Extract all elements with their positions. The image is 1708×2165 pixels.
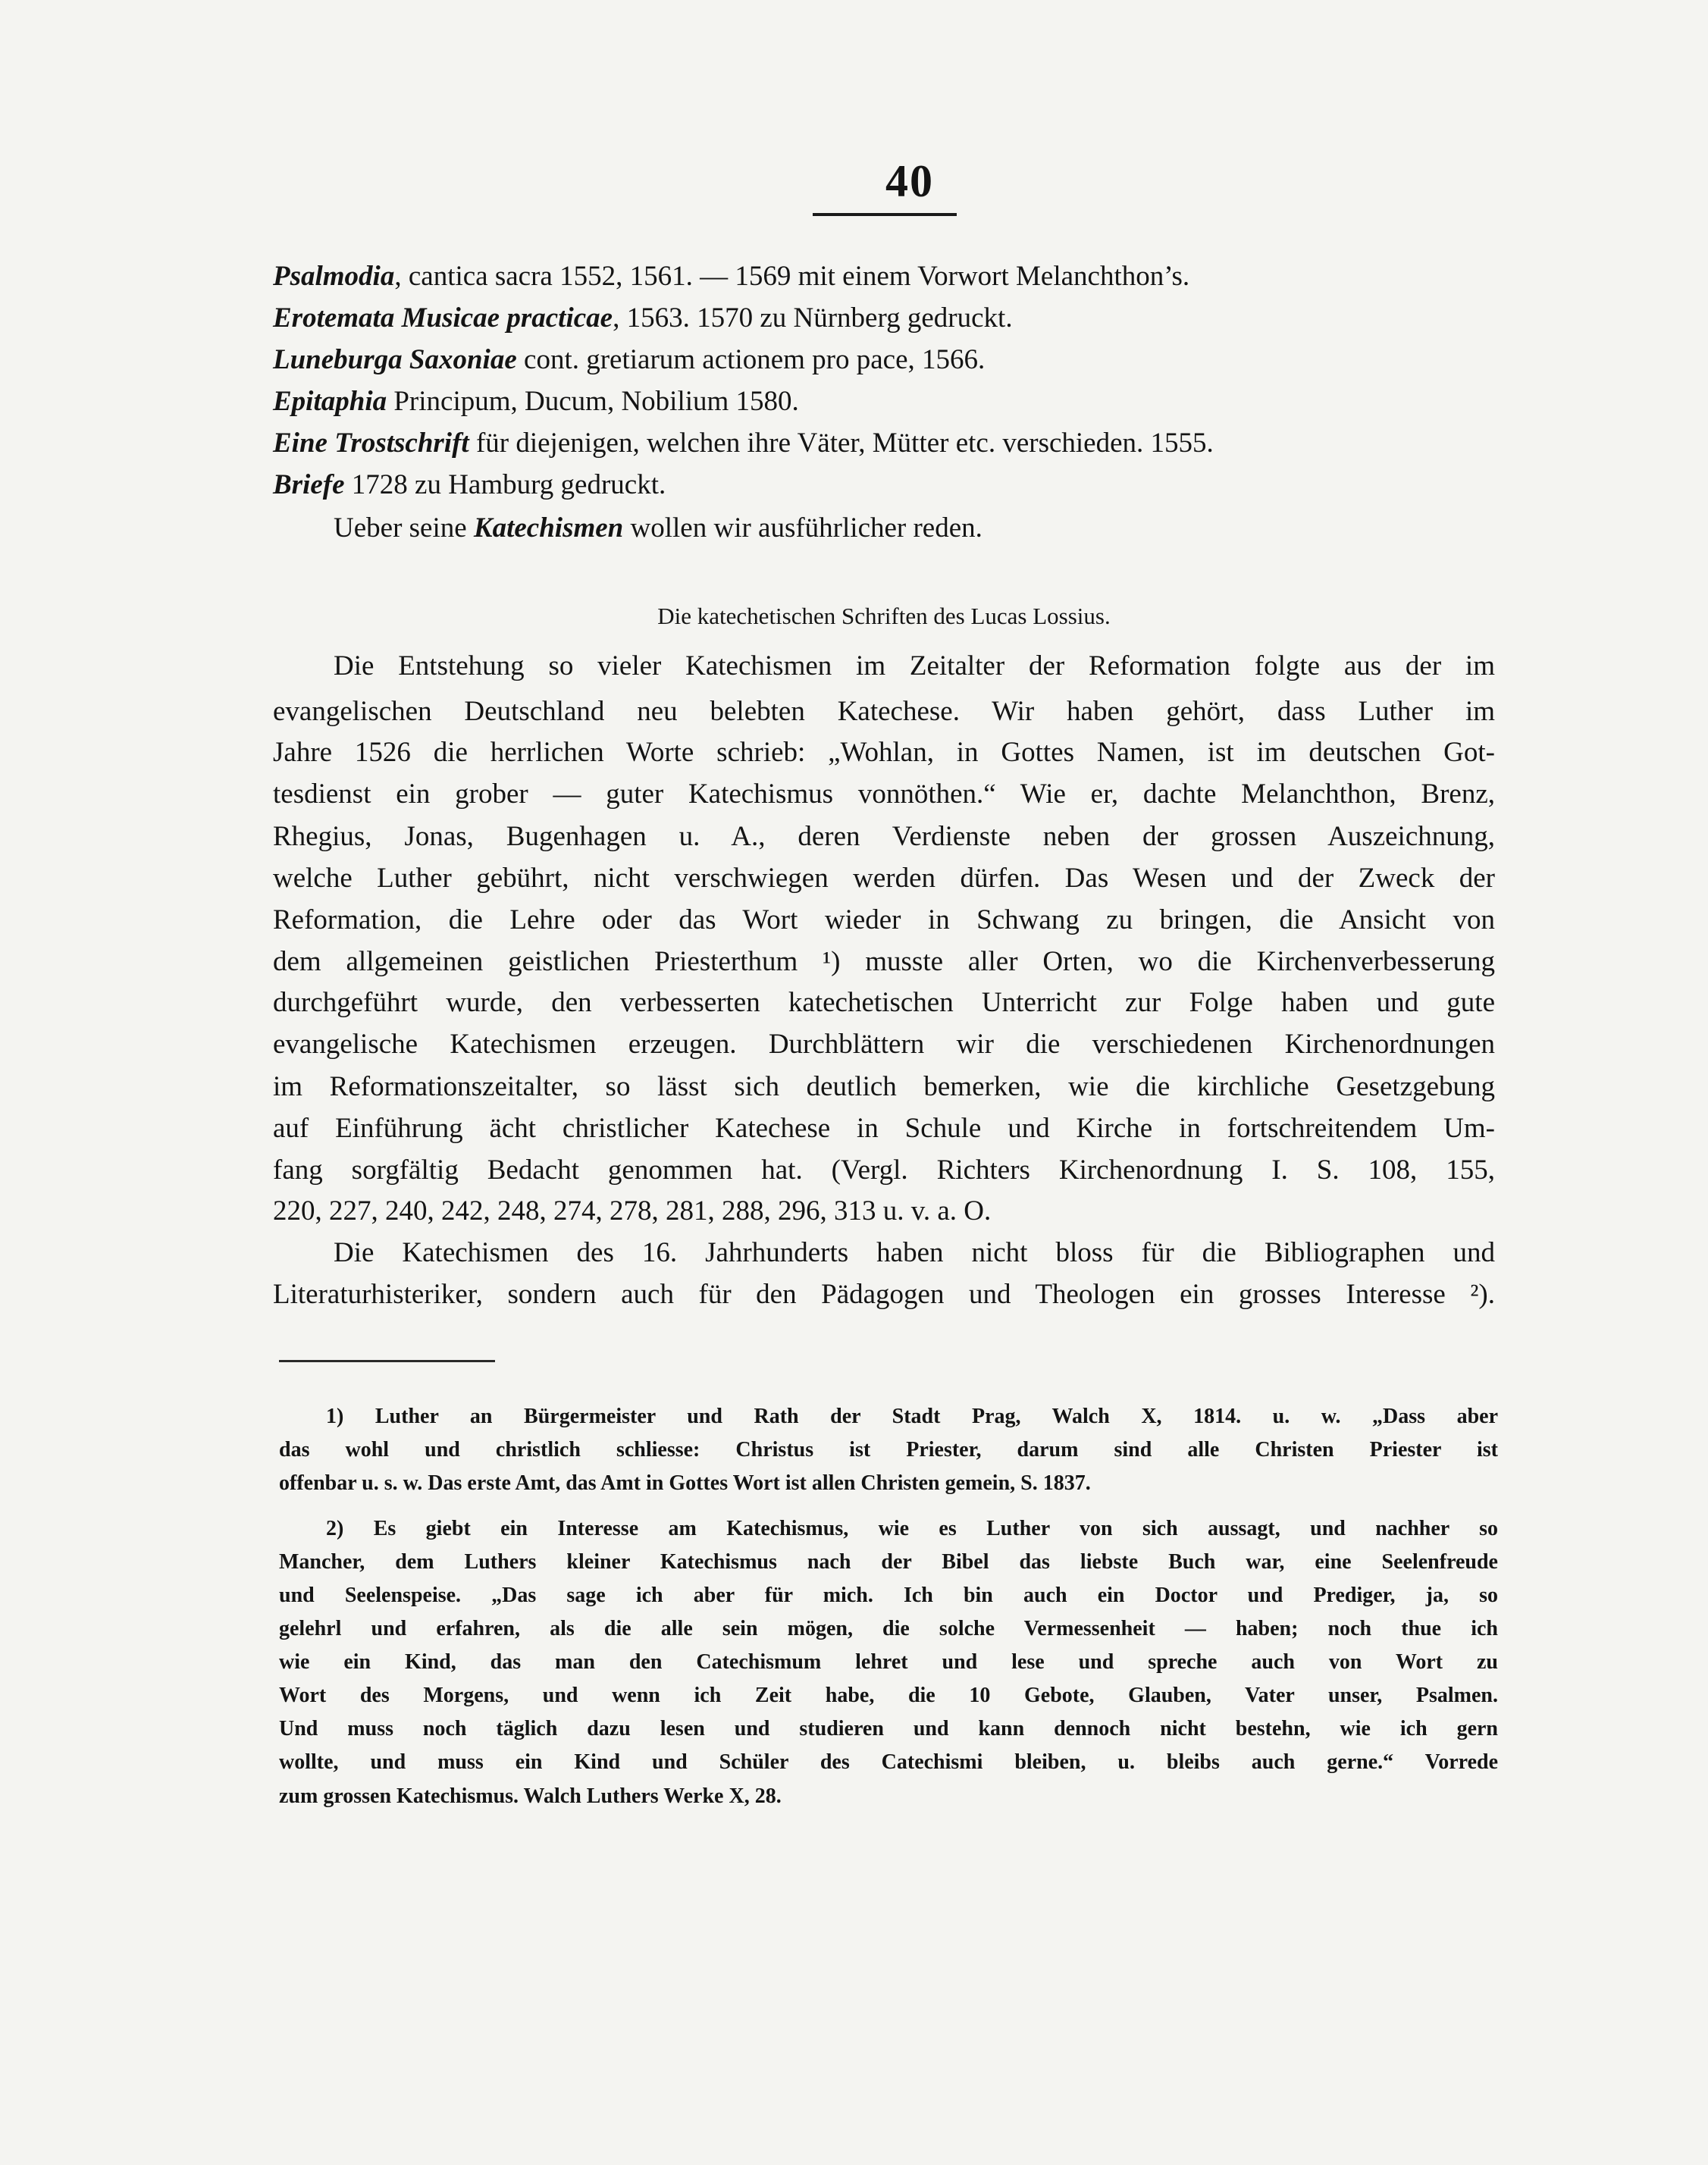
footnote-line: 2) Es giebt ein Interesse am Katechismus, wie es Luther von sich aussagt, und nachher so bbox=[326, 1517, 1498, 1540]
body-line: Reformation, die Lehre oder das Wort wieder in Schwang zu bringen, die Ansicht von bbox=[273, 904, 1495, 935]
footnote-rule bbox=[279, 1360, 495, 1362]
body-line: durchgeführt wurde, den verbesserten katechetischen Unterricht zur Folge haben und gute bbox=[273, 987, 1495, 1018]
footnote-line: das wohl und christlich schliesse: Christus ist Priester, darum sind alle Christen Priester ist bbox=[279, 1438, 1498, 1462]
footnote-line: und Seelenspeise. „Das sage ich aber für mich. Ich bin auch ein Doctor und Prediger, ja, so bbox=[279, 1584, 1498, 1607]
page-number-rule bbox=[813, 213, 957, 216]
body-line: Literaturhisteriker, sondern auch für den Pädagogen und Theologen ein grosses Interesse ²). bbox=[273, 1279, 1495, 1310]
body-line: fang sorgfältig Bedacht genommen hat. (Vergl. Richters Kirchenordnung I. S. 108, 155, bbox=[273, 1155, 1495, 1186]
bibliography-entry: Eine Trostschrift für diejenigen, welchen ihre Väter, Mütter etc. verschieden. 1555. bbox=[273, 428, 1214, 459]
body-line: im Reformationszeitalter, so lässt sich deutlich bemerken, wie die kirchliche Gesetzgebung bbox=[273, 1071, 1495, 1102]
body-line: Die Entstehung so vieler Katechismen im Zeitalter der Reformation folgte aus der im bbox=[334, 650, 1495, 681]
footnote-line: 1) Luther an Bürgermeister und Rath der Stadt Prag, Walch X, 1814. u. w. „Dass aber bbox=[326, 1405, 1498, 1428]
footnote-line: offenbar u. s. w. Das erste Amt, das Amt in Gottes Wort ist allen Christen gemein, S. 1837. bbox=[279, 1471, 1091, 1495]
body-line: auf Einführung ächt christlicher Katechese in Schule und Kirche in fortschreitendem Um- bbox=[273, 1113, 1495, 1144]
body-line: 220, 227, 240, 242, 248, 274, 278, 281, 288, 296, 313 u. v. a. O. bbox=[273, 1195, 992, 1227]
footnote-line: gelehrl und erfahren, als die alle sein mögen, die solche Vermessenheit — haben; noch thue ich bbox=[279, 1617, 1498, 1640]
body-line: dem allgemeinen geistlichen Priesterthum ¹) musste aller Orten, wo die Kirchenverbesserung bbox=[273, 946, 1495, 977]
body-line: evangelische Katechismen erzeugen. Durchblättern wir die verschiedenen Kirchenordnungen bbox=[273, 1029, 1495, 1060]
body-line: Die Katechismen des 16. Jahrhunderts haben nicht bloss für die Bibliographen und bbox=[334, 1237, 1495, 1268]
body-line: tesdienst ein grober — guter Katechismus vonnöthen.“ Wie er, dachte Melanchthon, Brenz, bbox=[273, 779, 1495, 810]
footnote-line: Wort des Morgens, und wenn ich Zeit habe, die 10 Gebote, Glauben, Vater unser, Psalmen. bbox=[279, 1684, 1498, 1707]
footnote-line: wollte, und muss ein Kind und Schüler des Catechismi bleiben, u. bleibs auch gerne.“ Vorrede bbox=[279, 1750, 1498, 1774]
footnote-line: Mancher, dem Luthers kleiner Katechismus nach der Bibel das liebste Buch war, eine Seelenfreude bbox=[279, 1550, 1498, 1574]
bibliography-entry: Psalmodia, cantica sacra 1552, 1561. — 1569 mit einem Vorwort Melanchthon’s. bbox=[273, 261, 1190, 292]
page-number: 40 bbox=[885, 156, 934, 206]
body-line: Jahre 1526 die herrlichen Worte schrieb: „Wohlan, in Gottes Namen, ist im deutschen Got- bbox=[273, 737, 1495, 768]
body-line: evangelischen Deutschland neu belebten Katechese. Wir haben gehört, dass Luther im bbox=[273, 696, 1495, 727]
footnote-line: zum grossen Katechismus. Walch Luthers Werke X, 28. bbox=[279, 1784, 782, 1808]
bibliography-entry: Epitaphia Principum, Ducum, Nobilium 1580. bbox=[273, 386, 799, 417]
bibliography-entry: Briefe 1728 zu Hamburg gedruckt. bbox=[273, 469, 666, 500]
intro-line: Ueber seine Katechismen wollen wir ausführlicher reden. bbox=[334, 512, 982, 544]
section-heading: Die katechetischen Schriften des Lucas Lossius. bbox=[657, 603, 1111, 629]
footnote-line: Und muss noch täglich dazu lesen und studieren und kann dennoch nicht bestehn, wie ich gern bbox=[279, 1717, 1498, 1740]
body-line: Rhegius, Jonas, Bugenhagen u. A., deren Verdienste neben der grossen Auszeichnung, bbox=[273, 821, 1495, 852]
bibliography-entry: Luneburga Saxoniae cont. gretiarum actionem pro pace, 1566. bbox=[273, 344, 986, 375]
footnote-line: wie ein Kind, das man den Catechismum lehret und lese und spreche auch von Wort zu bbox=[279, 1650, 1498, 1674]
body-line: welche Luther gebührt, nicht verschwiegen werden dürfen. Das Wesen und der Zweck der bbox=[273, 863, 1495, 894]
bibliography-entry: Erotemata Musicae practicae, 1563. 1570 zu Nürnberg gedruckt. bbox=[273, 302, 1013, 334]
